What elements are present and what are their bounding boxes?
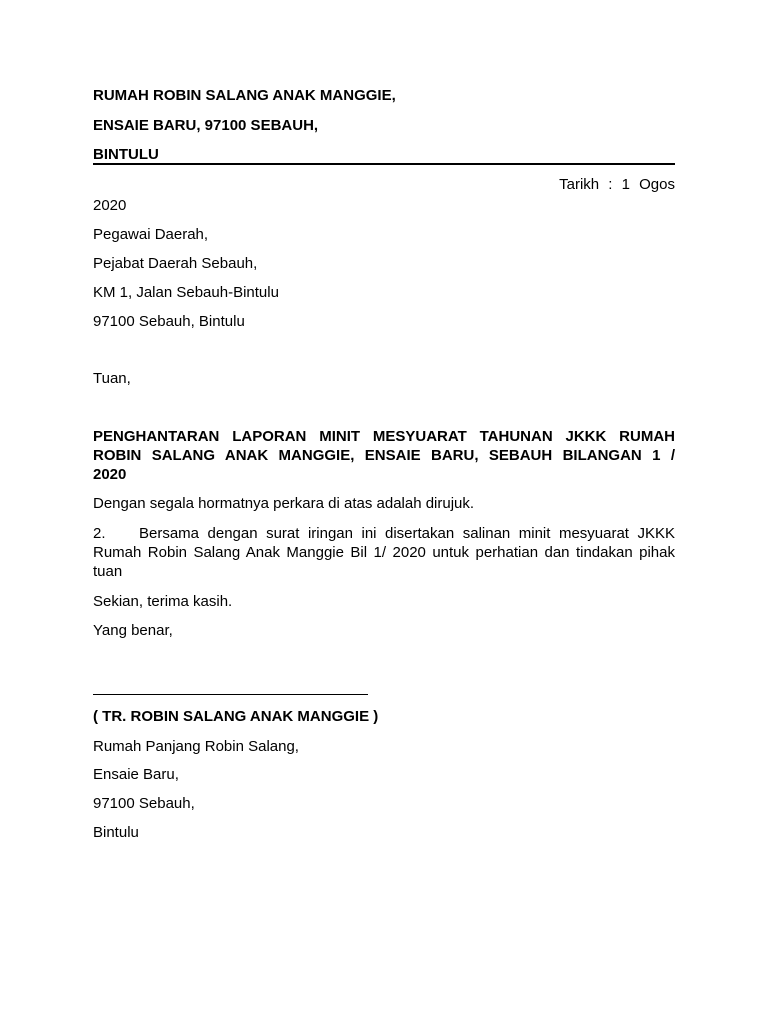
signatory-address-line-4: Bintulu bbox=[93, 824, 139, 841]
sender-address-line-1: RUMAH ROBIN SALANG ANAK MANGGIE, bbox=[93, 87, 396, 104]
sender-address-line-3: BINTULU bbox=[93, 146, 159, 163]
body-paragraph-1: Dengan segala hormatnya perkara di atas adalah dirujuk. bbox=[93, 495, 475, 512]
header-divider bbox=[93, 163, 675, 165]
signatory-address-line-1: Rumah Panjang Robin Salang, bbox=[93, 738, 299, 755]
date-year: 2020 bbox=[93, 197, 127, 214]
signatory-name: ( TR. ROBIN SALANG ANAK MANGGIE ) bbox=[93, 708, 379, 725]
sender-address-line-2: ENSAIE BARU, 97100 SEBAUH, bbox=[93, 117, 319, 134]
closing-thanks: Sekian, terima kasih. bbox=[93, 593, 233, 610]
body-paragraph-2 bbox=[93, 524, 675, 581]
salutation: Tuan, bbox=[93, 370, 131, 387]
signature-line bbox=[93, 694, 368, 695]
recipient-line-1: Pegawai Daerah, bbox=[93, 226, 209, 243]
signatory-address-line-3: 97100 Sebauh, bbox=[93, 795, 195, 812]
closing-regards: Yang benar, bbox=[93, 622, 173, 639]
letter-subject: PENGHANTARAN LAPORAN MINIT MESYUARAT TAHUNAN JKKK RUMAH ROBIN SALANG ANAK MANGGIE, ENSAIE BARU, SEBAUH BILANGAN 1 / 2020 bbox=[93, 428, 675, 483]
recipient-line-3: KM 1, Jalan Sebauh-Bintulu bbox=[93, 284, 279, 301]
signatory-address-line-2: Ensaie Baru, bbox=[93, 766, 179, 783]
date-text: Tarikh : 1 Ogos bbox=[559, 176, 675, 193]
recipient-line-2: Pejabat Daerah Sebauh, bbox=[93, 255, 258, 272]
paragraph-number: 2. bbox=[93, 525, 106, 542]
paragraph-2-text: Bersama dengan surat iringan ini disertakan salinan minit mesyuarat JKKK Rumah Robin Salang Anak Manggie Bil 1/ 2020 untuk perhatian dan tindakan pihak tuan bbox=[93, 525, 675, 580]
recipient-line-4: 97100 Sebauh, Bintulu bbox=[93, 313, 245, 330]
